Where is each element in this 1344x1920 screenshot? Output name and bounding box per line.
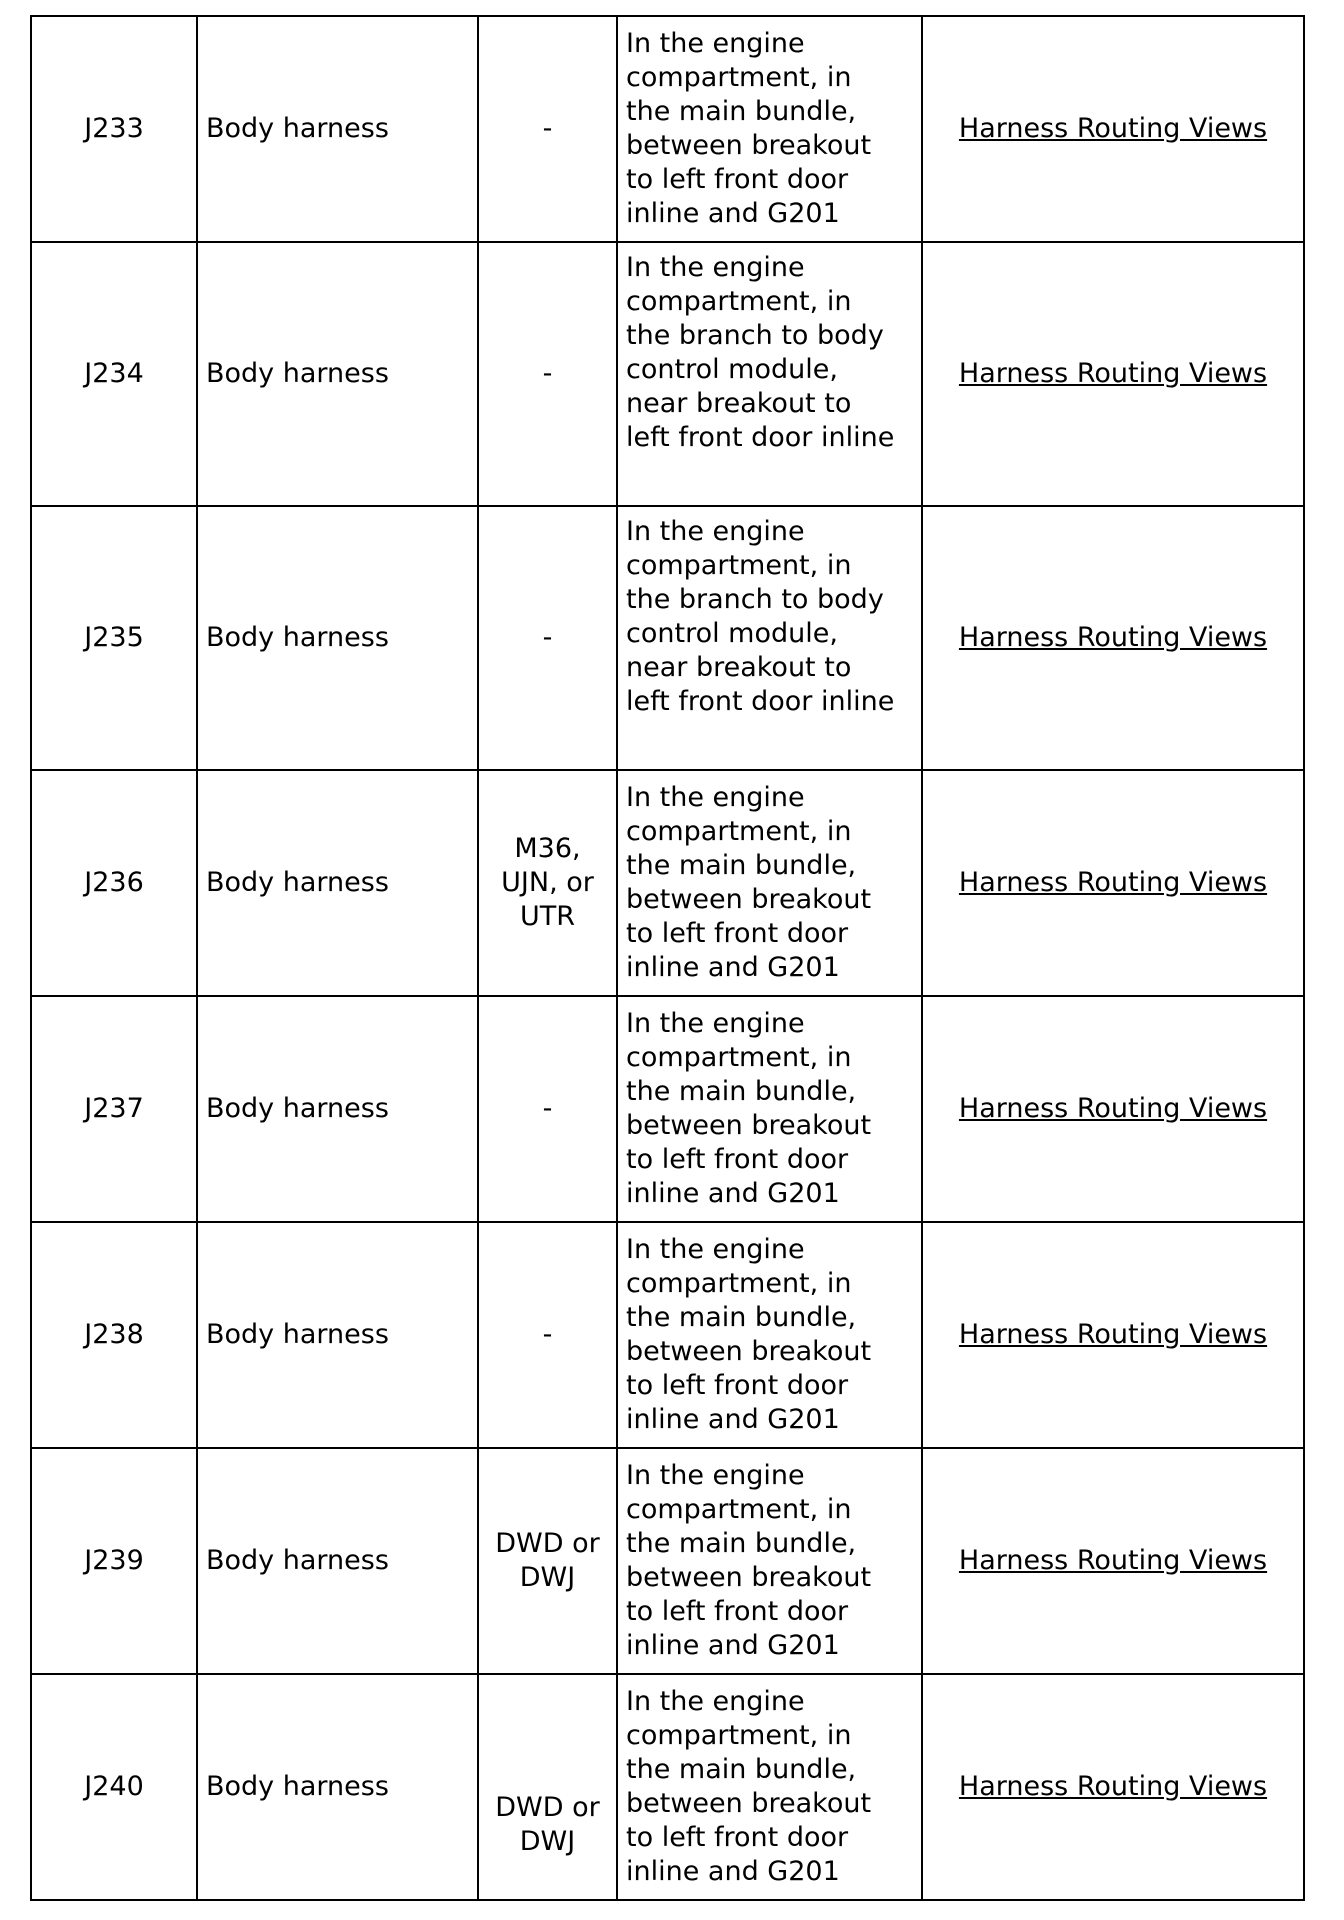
harness-routing-views-cell <box>922 1448 1304 1674</box>
harness-routing-views-link[interactable]: Harness Routing Views <box>958 1093 1268 1124</box>
table-row <box>31 16 1304 242</box>
splice-id-cell: J236 <box>31 770 197 996</box>
harness-routing-views-link[interactable]: Harness Routing Views <box>958 1545 1268 1576</box>
harness-routing-views-cell <box>922 506 1304 770</box>
splice-id-cell: J237 <box>31 996 197 1222</box>
table-row <box>31 242 1304 506</box>
harness-cell: Body harness <box>197 16 478 242</box>
harness-routing-views-cell <box>922 1222 1304 1448</box>
harness-cell: Body harness <box>197 1448 478 1674</box>
location-cell: In the engine compartment, in the main bundle, between breakout to left front door inline and G201 <box>617 1448 922 1674</box>
splice-id-cell: J235 <box>31 506 197 770</box>
harness-routing-views-link[interactable]: Harness Routing Views <box>958 113 1268 144</box>
harness-cell: Body harness <box>197 996 478 1222</box>
splice-id-cell: J239 <box>31 1448 197 1674</box>
location-cell: In the engine compartment, in the main bundle, between breakout to left front door inline and G201 <box>617 770 922 996</box>
table-row <box>31 1222 1304 1448</box>
location-cell: In the engine compartment, in the branch to body control module, near breakout to left front door inline <box>617 506 922 770</box>
harness-cell: Body harness <box>197 1674 478 1900</box>
harness-cell: Body harness <box>197 770 478 996</box>
location-cell: In the engine compartment, in the main bundle, between breakout to left front door inline and G201 <box>617 996 922 1222</box>
splice-location-table <box>30 15 1305 1901</box>
harness-routing-views-link[interactable]: Harness Routing Views <box>958 1319 1268 1350</box>
option-cell: - <box>478 506 617 770</box>
harness-routing-views-link[interactable]: Harness Routing Views <box>958 358 1268 389</box>
harness-routing-views-cell <box>922 16 1304 242</box>
option-cell: DWD or DWJ <box>478 1448 617 1674</box>
location-cell: In the engine compartment, in the main bundle, between breakout to left front door inline and G201 <box>617 1222 922 1448</box>
splice-id-cell: J238 <box>31 1222 197 1448</box>
harness-routing-views-link[interactable]: Harness Routing Views <box>958 867 1268 898</box>
table-row <box>31 1448 1304 1674</box>
location-cell: In the engine compartment, in the main bundle, between breakout to left front door inline and G201 <box>617 1674 922 1900</box>
location-cell: In the engine compartment, in the branch to body control module, near breakout to left front door inline <box>617 242 922 506</box>
table-row <box>31 1674 1304 1900</box>
option-cell: - <box>478 1222 617 1448</box>
option-cell: - <box>478 242 617 506</box>
harness-routing-views-cell <box>922 770 1304 996</box>
table-row <box>31 996 1304 1222</box>
harness-cell: Body harness <box>197 242 478 506</box>
harness-routing-views-link[interactable]: Harness Routing Views <box>958 622 1268 653</box>
splice-id-cell: J233 <box>31 16 197 242</box>
table-row <box>31 770 1304 996</box>
option-cell: M36, UJN, or UTR <box>478 770 617 996</box>
option-cell: DWD or DWJ <box>478 1674 617 1900</box>
location-cell: In the engine compartment, in the main bundle, between breakout to left front door inline and G201 <box>617 16 922 242</box>
splice-id-cell: J234 <box>31 242 197 506</box>
harness-cell: Body harness <box>197 1222 478 1448</box>
harness-routing-views-link[interactable]: Harness Routing Views <box>958 1771 1268 1802</box>
harness-routing-views-cell <box>922 1674 1304 1900</box>
harness-routing-views-cell <box>922 242 1304 506</box>
harness-cell: Body harness <box>197 506 478 770</box>
splice-id-cell: J240 <box>31 1674 197 1900</box>
option-cell: - <box>478 996 617 1222</box>
harness-routing-views-cell <box>922 996 1304 1222</box>
option-cell: - <box>478 16 617 242</box>
table-row <box>31 506 1304 770</box>
